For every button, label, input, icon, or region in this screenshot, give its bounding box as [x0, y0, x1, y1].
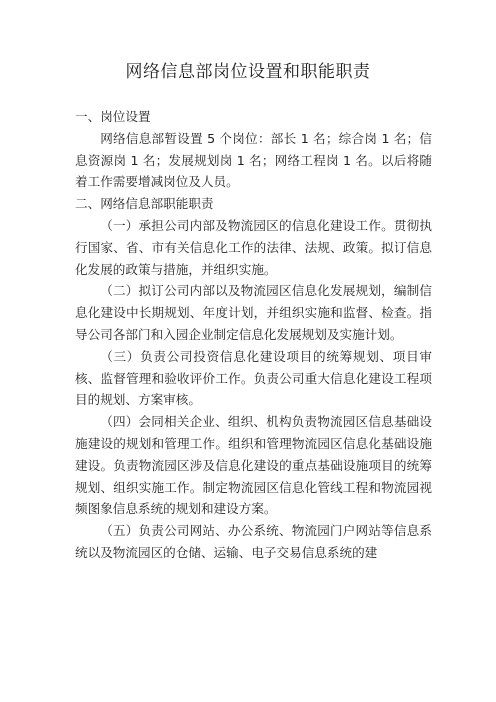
body-paragraph: 网络信息部暂设置 5 个岗位：部长 1 名；综合岗 1 名；信息资源岗 1 名；发展规划岗 1 名；网络工程岗 1 名。以后将随着工作需要增减岗位及人员。: [75, 130, 432, 190]
body-paragraph: （一）承担公司内部及物流园区的信息化建设工作。贯彻执行国家、省、市有关信息化工作的法律、法规、政策。拟订信息化发展的政策与措施，并组织实施。: [75, 217, 432, 277]
document-body: [75, 106, 432, 564]
section-heading: 一、岗位设置: [75, 109, 151, 124]
section-heading: 二、网络信息部职能职责: [75, 196, 214, 212]
body-paragraph: （三）负责公司投资信息化建设项目的统筹规划、项目审核、监督管理和验收评价工作。负责公司重大信息化建设工程项目的规划、方案审核。: [75, 348, 432, 408]
body-paragraph: （五）负责公司网站、办公系统、物流园门户网站等信息系统以及物流园区的仓储、运输、电子交易信息系统的建: [75, 523, 432, 560]
body-paragraph: （四）会同相关企业、组织、机构负责物流园区信息基础设施建设的规划和管理工作。组织和管理物流园区信息化基础设施建设。负责物流园区涉及信息化建设的重点基础设施项目的统筹规划、组织实施工作。制定物流园区信息化管线工程和物流园视频图象信息系统的规划和建设方案。: [75, 414, 432, 517]
body-paragraph: （二）拟订公司内部以及物流园区信息化发展规划，编制信息化建设中长期规划、年度计划，并组织实施和监督、检查。指导公司各部门和入园企业制定信息化发展规划及实施计划。: [75, 283, 432, 342]
document-title: 网络信息部岗位设置和职能职责: [125, 62, 371, 82]
